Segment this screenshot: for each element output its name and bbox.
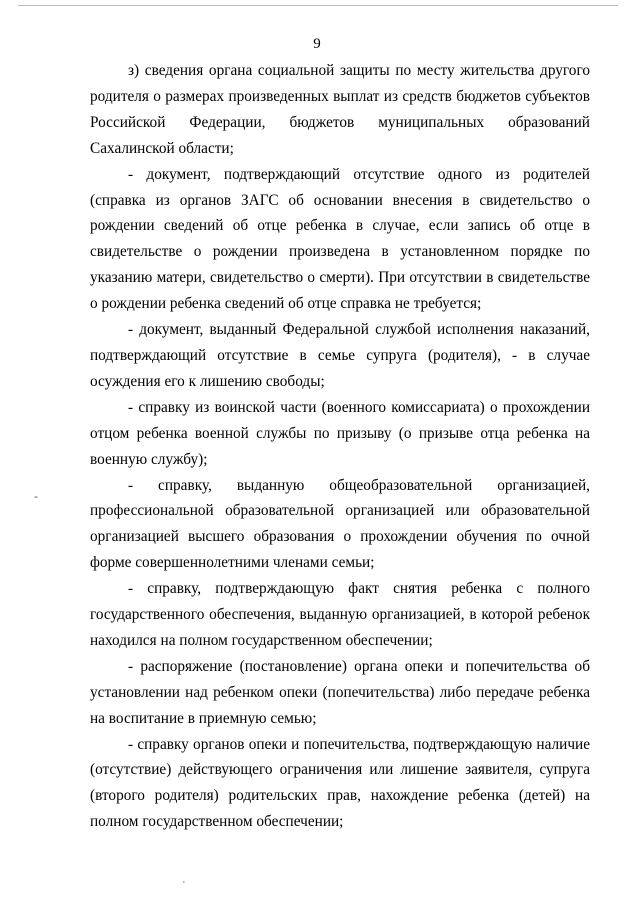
paragraph-military-service: - справку из воинской части (военного комиссариата) о прохождении отцом ребенка военной службы по призыву (о призыве отца ребенка на военную службу); [90, 398, 590, 468]
paragraph-state-support-removal: - справку, подтверждающую факт снятия ребенка с полного государственного обеспечения, выданную организацией, в которой ребенок находился на полном государственном обеспечении; [90, 580, 590, 649]
document-body [90, 58, 590, 835]
paragraph-absence-of-parent: - документ, подтверждающий отсутствие одного из родителей (справка из органов ЗАГС об основании внесения в свидетельство о рождении сведений об отце ребенка в случае, если запись об отце в свидетельстве о рождении произведена в установленном порядке по указанию матери, свидетельство о смерти). При отсутствии в свидетельстве о рождении ребенка сведений об отце справка не требуется; [90, 165, 590, 313]
footer-mark: ' [183, 880, 185, 891]
page-number: 9 [313, 36, 321, 52]
paragraph-z-social-protection: з) сведения органа социальной защиты по месту жительства другого родителя о размерах произведенных выплат из средств бюджетов субъектов Российской Федерации, бюджетов муниципальных образований Сахалинской области; [90, 62, 590, 157]
paragraph-penitentiary-service: - документ, выданный Федеральной службой исполнения наказаний, подтверждающий отсутствие в семье супруга (родителя), - в случае осуждения его к лишению свободы; [90, 321, 590, 390]
paragraph-education-certificate: - справку, выданную общеобразовательной организацией, профессиональной образовательной организацией или образовательной организацией высшего образования о прохождении обучения по очной форме совершеннолетними членами семьи; [90, 476, 590, 572]
paragraph-parental-rights: - справку органов опеки и попечительства, подтверждающую наличие (отсутствие) действующего ограничения или лишение заявителя, супруга (второго родителя) родительских прав, нахождение ребенка (детей) на полном государственном обеспечении; [90, 735, 590, 831]
paragraph-guardianship-order: - распоряжение (постановление) органа опеки и попечительства об установлении над ребенком опеки (попечительства) либо передаче ребенка на воспитание в приемную семью; [90, 657, 590, 727]
margin-mark: - [34, 489, 38, 503]
scan-top-rule [18, 5, 618, 6]
